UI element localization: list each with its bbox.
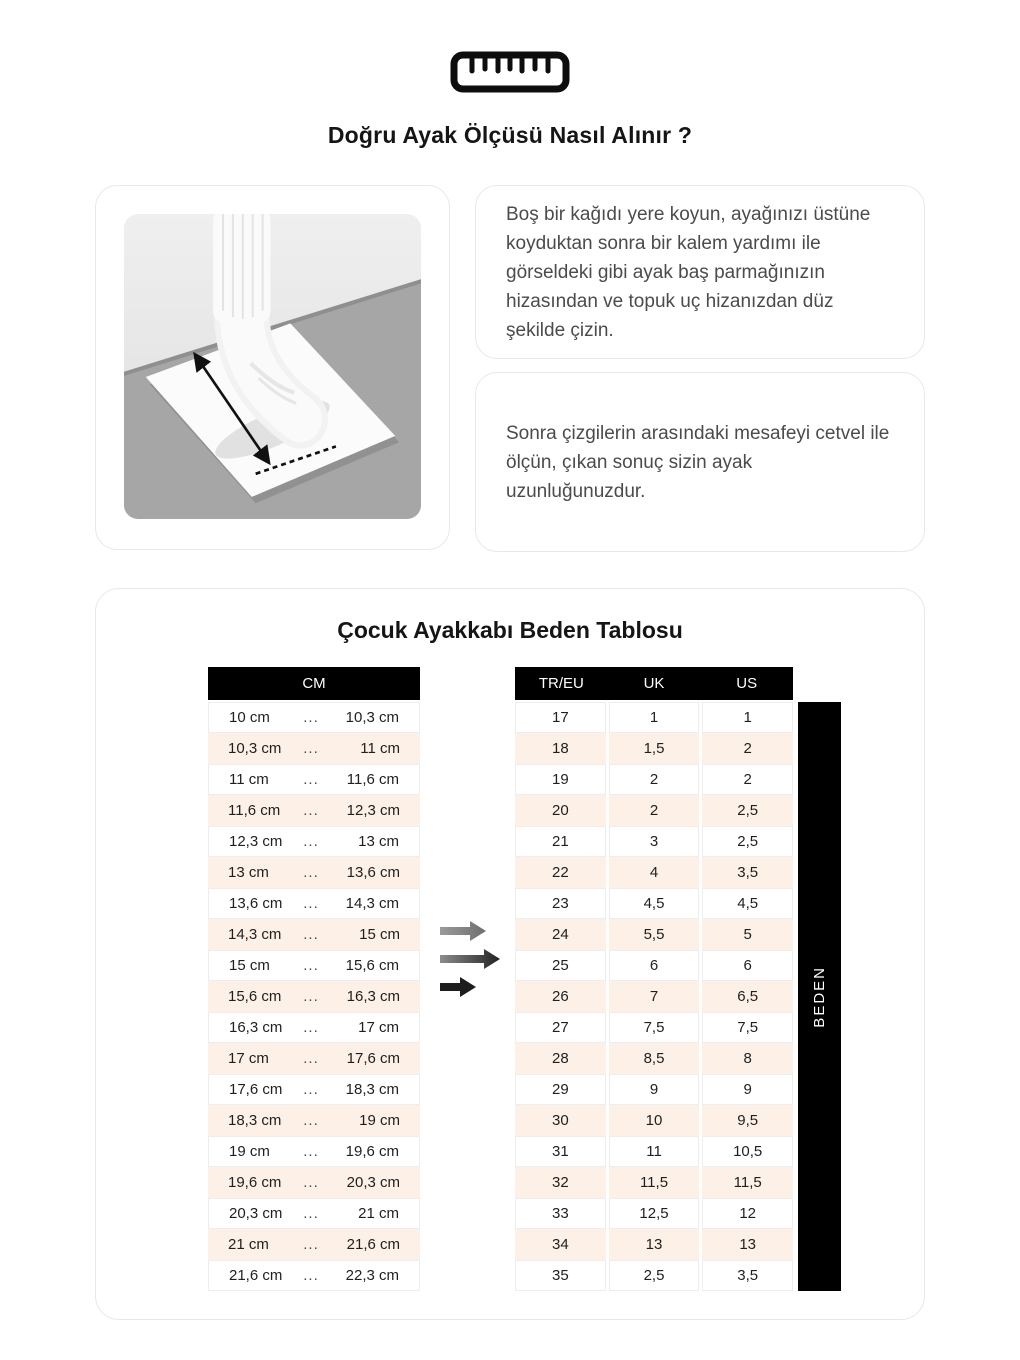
tr-eu-cell: 35	[515, 1260, 606, 1291]
cm-to-cell: 15,6 cm	[345, 957, 399, 974]
cm-dots-cell: ...	[303, 709, 319, 726]
tr-eu-cell: 34	[515, 1229, 606, 1260]
cm-table	[208, 667, 420, 1291]
uk-cell: 2,5	[609, 1260, 700, 1291]
cm-range-row	[208, 857, 420, 888]
size-row	[515, 857, 793, 888]
uk-cell: 1,5	[609, 733, 700, 764]
page-title: Doğru Ayak Ölçüsü Nasıl Alınır ?	[327, 122, 693, 148]
cm-range-row	[208, 826, 420, 857]
tr-eu-cell: 33	[515, 1198, 606, 1229]
cm-range-row	[208, 981, 420, 1012]
cm-from-cell: 19,6 cm	[228, 1174, 282, 1191]
tr-eu-cell: 29	[515, 1074, 606, 1105]
cm-dots-cell: ...	[303, 833, 319, 850]
uk-cell: 11	[609, 1136, 700, 1167]
cm-from-cell: 16,3 cm	[229, 1019, 283, 1036]
cm-to-cell: 11 cm	[360, 740, 400, 757]
cm-from-cell: 10,3 cm	[228, 740, 282, 757]
cm-from-cell: 21 cm	[228, 1236, 269, 1253]
cm-to-cell: 21 cm	[358, 1205, 399, 1222]
uk-cell: 3	[609, 826, 700, 857]
instruction-step-2-text: Sonra çizgilerin arasındaki mesafeyi cetvel ile ölçün, çıkan sonuç sizin ayak uzunluğunuzdur.	[506, 422, 890, 502]
cm-dots-cell: ...	[303, 1112, 319, 1129]
cm-dots-cell: ...	[303, 1236, 319, 1253]
cm-from-cell: 15,6 cm	[228, 988, 282, 1005]
cm-from-cell: 17,6 cm	[229, 1081, 283, 1098]
tr-eu-cell: 32	[515, 1167, 606, 1198]
header-tr-eu: TR/EU	[538, 675, 584, 692]
uk-cell: 9	[609, 1074, 700, 1105]
cm-range-row	[208, 795, 420, 826]
cm-range-row	[208, 950, 420, 981]
us-cell: 13	[702, 1229, 793, 1260]
foot-measurement-photo	[124, 214, 421, 519]
cm-range-row	[208, 1136, 420, 1167]
cm-from-cell: 12,3 cm	[229, 833, 283, 850]
cm-range-row	[208, 733, 420, 764]
us-cell: 2	[702, 764, 793, 795]
us-cell: 1	[702, 702, 793, 733]
measurement-photo-card	[95, 185, 450, 550]
tr-eu-cell: 21	[515, 826, 606, 857]
cm-to-cell: 13,6 cm	[346, 864, 400, 881]
cm-dots-cell: ...	[303, 1205, 319, 1222]
cm-range-row	[208, 702, 420, 733]
size-table-card	[95, 588, 925, 1320]
ruler-icon	[0, 50, 1020, 94]
cm-table-header	[208, 667, 420, 700]
cm-range-row	[208, 1105, 420, 1136]
cm-from-cell: 17 cm	[228, 1050, 269, 1067]
size-row	[515, 950, 793, 981]
cm-dots-cell: ...	[303, 1050, 319, 1067]
instruction-step-1	[475, 185, 925, 359]
cm-from-cell: 13 cm	[228, 864, 269, 881]
uk-cell: 5,5	[609, 919, 700, 950]
size-table-header	[515, 667, 793, 700]
cm-to-cell: 17 cm	[358, 1019, 399, 1036]
size-row	[515, 702, 793, 733]
header-us: US	[736, 675, 758, 692]
uk-cell: 4,5	[609, 888, 700, 919]
beden-label: BEDEN	[811, 965, 828, 1028]
cm-range-row	[208, 1043, 420, 1074]
us-cell: 2,5	[702, 826, 793, 857]
cm-range-row	[208, 1074, 420, 1105]
cm-to-cell: 18,3 cm	[345, 1081, 399, 1098]
uk-cell: 7,5	[609, 1012, 700, 1043]
uk-cell: 8,5	[609, 1043, 700, 1074]
instruction-step-2	[475, 372, 925, 552]
us-cell: 8	[702, 1043, 793, 1074]
cm-from-cell: 18,3 cm	[228, 1112, 282, 1129]
uk-cell: 4	[609, 857, 700, 888]
cm-range-row	[208, 764, 420, 795]
tr-eu-cell: 25	[515, 950, 606, 981]
size-row	[515, 1012, 793, 1043]
us-cell: 6	[702, 950, 793, 981]
uk-cell: 10	[609, 1105, 700, 1136]
cm-to-cell: 10,3 cm	[345, 709, 399, 726]
size-row	[515, 764, 793, 795]
cm-to-cell: 16,3 cm	[346, 988, 400, 1005]
us-cell: 12	[702, 1198, 793, 1229]
tr-eu-cell: 27	[515, 1012, 606, 1043]
cm-dots-cell: ...	[303, 1174, 319, 1191]
tr-eu-cell: 31	[515, 1136, 606, 1167]
cm-range-row	[208, 919, 420, 950]
cm-to-cell: 22,3 cm	[345, 1267, 399, 1284]
cm-to-cell: 20,3 cm	[346, 1174, 400, 1191]
size-row	[515, 826, 793, 857]
us-cell: 3,5	[702, 857, 793, 888]
size-row	[515, 1198, 793, 1229]
size-table-title: Çocuk Ayakkabı Beden Tablosu	[337, 617, 683, 643]
cm-dots-cell: ...	[303, 740, 319, 757]
us-cell: 4,5	[702, 888, 793, 919]
us-cell: 9,5	[702, 1105, 793, 1136]
cm-from-cell: 21,6 cm	[229, 1267, 283, 1284]
cm-to-cell: 12,3 cm	[346, 802, 400, 819]
cm-dots-cell: ...	[303, 1081, 319, 1098]
uk-cell: 13	[609, 1229, 700, 1260]
cm-from-cell: 15 cm	[229, 957, 270, 974]
us-cell: 2	[702, 733, 793, 764]
us-cell: 2,5	[702, 795, 793, 826]
uk-cell: 6	[609, 950, 700, 981]
tr-eu-cell: 24	[515, 919, 606, 950]
size-row	[515, 919, 793, 950]
cm-dots-cell: ...	[303, 988, 319, 1005]
cm-to-cell: 21,6 cm	[346, 1236, 400, 1253]
size-row	[515, 733, 793, 764]
uk-cell: 7	[609, 981, 700, 1012]
cm-from-cell: 19 cm	[229, 1143, 270, 1160]
us-cell: 7,5	[702, 1012, 793, 1043]
us-cell: 9	[702, 1074, 793, 1105]
size-row	[515, 888, 793, 919]
transfer-arrows-icon	[436, 919, 502, 999]
size-table-body	[515, 702, 793, 1291]
size-row	[515, 981, 793, 1012]
size-row	[515, 1167, 793, 1198]
cm-to-cell: 11,6 cm	[346, 771, 399, 788]
size-row	[515, 1043, 793, 1074]
us-cell: 5	[702, 919, 793, 950]
cm-dots-cell: ...	[303, 926, 319, 943]
cm-range-row	[208, 1012, 420, 1043]
cm-range-row	[208, 888, 420, 919]
international-size-table	[515, 667, 793, 1291]
uk-cell: 2	[609, 764, 700, 795]
cm-dots-cell: ...	[303, 802, 319, 819]
tr-eu-cell: 17	[515, 702, 606, 733]
tr-eu-cell: 30	[515, 1105, 606, 1136]
size-row	[515, 1105, 793, 1136]
size-row	[515, 1229, 793, 1260]
uk-cell: 2	[609, 795, 700, 826]
uk-cell: 1	[609, 702, 700, 733]
beden-side-bar	[798, 702, 841, 1291]
instruction-step-1-text: Boş bir kağıdı yere koyun, ayağınızı üstüne koyduktan sonra bir kalem yardımı ile görseldeki gibi ayak baş parmağınızın hizasından ve topuk uç hizanızdan düz şekilde çizin.	[506, 203, 871, 341]
us-cell: 3,5	[702, 1260, 793, 1291]
cm-to-cell: 19,6 cm	[345, 1143, 399, 1160]
size-row	[515, 1260, 793, 1291]
tr-eu-cell: 26	[515, 981, 606, 1012]
cm-to-cell: 15 cm	[359, 926, 400, 943]
cm-range-row	[208, 1229, 420, 1260]
us-cell: 6,5	[702, 981, 793, 1012]
cm-dots-cell: ...	[303, 1267, 319, 1284]
cm-dots-cell: ...	[303, 1019, 319, 1036]
tr-eu-cell: 18	[515, 733, 606, 764]
cm-from-cell: 10 cm	[229, 709, 270, 726]
cm-to-cell: 17,6 cm	[346, 1050, 400, 1067]
cm-range-row	[208, 1167, 420, 1198]
cm-dots-cell: ...	[303, 771, 319, 788]
size-row	[515, 795, 793, 826]
tr-eu-cell: 20	[515, 795, 606, 826]
cm-dots-cell: ...	[303, 895, 319, 912]
size-row	[515, 1136, 793, 1167]
tr-eu-cell: 22	[515, 857, 606, 888]
cm-from-cell: 14,3 cm	[228, 926, 282, 943]
cm-from-cell: 11 cm	[229, 771, 269, 788]
cm-from-cell: 13,6 cm	[229, 895, 283, 912]
cm-to-cell: 14,3 cm	[345, 895, 399, 912]
size-row	[515, 1074, 793, 1105]
tr-eu-cell: 23	[515, 888, 606, 919]
tr-eu-cell: 19	[515, 764, 606, 795]
us-cell: 10,5	[702, 1136, 793, 1167]
header-uk: UK	[643, 675, 665, 692]
cm-header-label: CM	[302, 675, 326, 692]
tr-eu-cell: 28	[515, 1043, 606, 1074]
us-cell: 11,5	[702, 1167, 793, 1198]
cm-dots-cell: ...	[303, 957, 319, 974]
cm-to-cell: 19 cm	[359, 1112, 400, 1129]
uk-cell: 11,5	[609, 1167, 700, 1198]
cm-table-body	[208, 702, 420, 1291]
cm-from-cell: 20,3 cm	[229, 1205, 283, 1222]
uk-cell: 12,5	[609, 1198, 700, 1229]
cm-range-row	[208, 1260, 420, 1291]
cm-range-row	[208, 1198, 420, 1229]
cm-from-cell: 11,6 cm	[228, 802, 281, 819]
cm-dots-cell: ...	[303, 1143, 319, 1160]
cm-to-cell: 13 cm	[358, 833, 399, 850]
cm-dots-cell: ...	[303, 864, 319, 881]
